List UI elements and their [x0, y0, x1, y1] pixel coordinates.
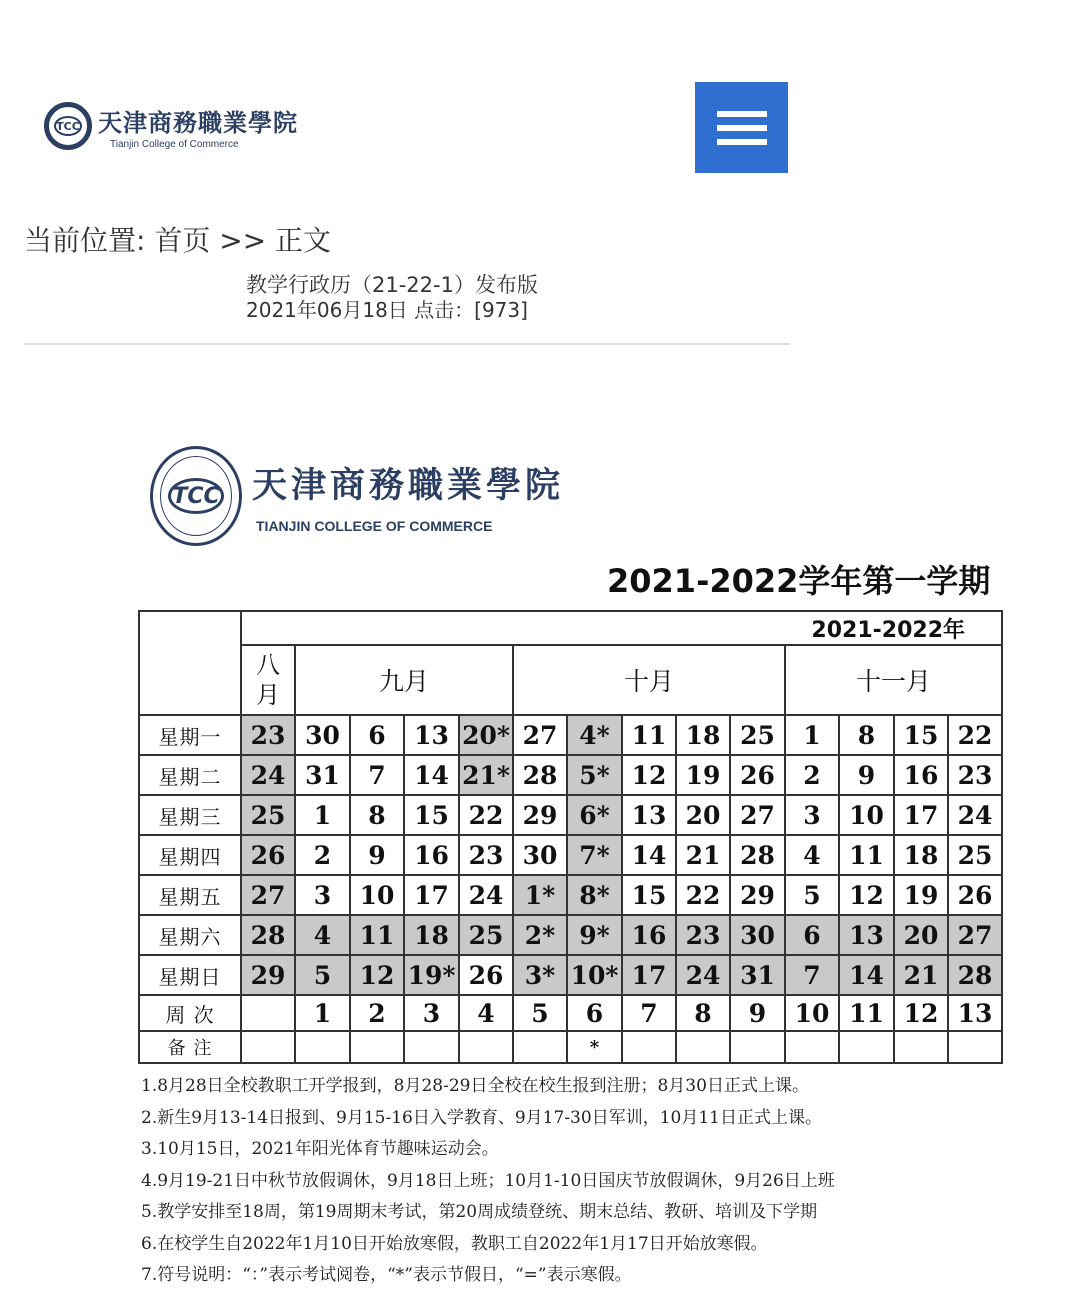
weekday-row — [139, 795, 1002, 835]
month-row — [139, 645, 1002, 715]
site-name-cn: 天津商務職業學院 — [98, 107, 298, 137]
date-cell: 21 — [894, 955, 948, 995]
date-cell: 29 — [513, 795, 567, 835]
date-cell: 25 — [459, 915, 513, 955]
date-cell: 5 — [785, 875, 839, 915]
week-number-cell: 13 — [948, 995, 1002, 1031]
note-item: 7.符号说明：“：”表示考试阅卷，“*”表示节假日，“=”表示寒假。 — [141, 1265, 632, 1285]
date-cell: 3 — [785, 795, 839, 835]
date-cell: 8 — [350, 795, 404, 835]
date-cell: 12 — [839, 875, 894, 915]
article-meta: 2021年06月18日 点击：[973] — [246, 298, 528, 322]
term-title: 2021-2022学年第一学期 — [607, 562, 991, 600]
note-item: 1.8月28日全校教职工开学报到，8月28-29日全校在校生报到注册；8月30日正式上课。 — [141, 1076, 809, 1096]
year-row — [139, 611, 1002, 645]
date-cell: 4 — [785, 835, 839, 875]
date-cell: 17 — [622, 955, 676, 995]
date-cell: 14 — [622, 835, 676, 875]
date-cell: 25 — [730, 715, 785, 755]
date-cell: 10 — [839, 795, 894, 835]
remark-cell — [894, 1031, 948, 1063]
date-cell: 27 — [948, 915, 1002, 955]
remark-cell — [459, 1031, 513, 1063]
date-cell: 16 — [404, 835, 459, 875]
remark-cell — [622, 1031, 676, 1063]
site-name-en: Tianjin College of Commerce — [110, 138, 239, 150]
month-header: 十月 — [513, 645, 785, 715]
week-number-cell: 3 — [404, 995, 459, 1031]
remark-cell — [241, 1031, 295, 1063]
date-cell: 24 — [459, 875, 513, 915]
date-cell: 17 — [404, 875, 459, 915]
date-cell: 5 — [295, 955, 350, 995]
date-cell: 30 — [730, 915, 785, 955]
poster-college-name — [252, 458, 564, 534]
date-cell: 5* — [567, 755, 622, 795]
date-cell: 27 — [513, 715, 567, 755]
date-cell: 3 — [295, 875, 350, 915]
date-cell: 28 — [948, 955, 1002, 995]
article-title: 教学行政历（21-22-1）发布版 — [246, 273, 538, 297]
date-cell: 22 — [459, 795, 513, 835]
date-cell: 25 — [241, 795, 295, 835]
date-cell: 23 — [241, 715, 295, 755]
date-cell: 19 — [894, 875, 948, 915]
date-cell: 21 — [676, 835, 730, 875]
date-cell: 24 — [948, 795, 1002, 835]
date-cell: 27 — [730, 795, 785, 835]
note-item: 6.在校学生自2022年1月10日开始放寒假，教职工自2022年1月17日开始放寒假。 — [141, 1233, 768, 1254]
date-cell: 17 — [894, 795, 948, 835]
year-label: 2021-2022年 — [241, 611, 1002, 645]
poster-name-cn: 天津商務職業學院 — [252, 465, 565, 506]
month-header: 九月 — [295, 645, 513, 715]
week-number-cell: 1 — [295, 995, 350, 1031]
corner-cell — [139, 611, 241, 715]
note-item: 2.新生9月13-14日报到、9月15-16日入学教育、9月17-30日军训，10月11日正式上课。 — [141, 1107, 822, 1128]
date-cell: 23 — [676, 915, 730, 955]
week-number-cell: 8 — [676, 995, 730, 1031]
weekday-row — [139, 715, 1002, 755]
week-number-cell: 11 — [839, 995, 894, 1031]
week-number-cell: 10 — [785, 995, 839, 1031]
note-item: 4.9月19-21日中秋节放假调休，9月18日上班；10月1-10日国庆节放假调休，9月26日上班 — [141, 1170, 835, 1191]
week-number-cell: 5 — [513, 995, 567, 1031]
weekday-row — [139, 915, 1002, 955]
college-seal-icon — [150, 446, 242, 546]
week-number-row — [139, 995, 1002, 1031]
weekday-label: 星期日 — [139, 955, 241, 995]
date-cell: 28 — [513, 755, 567, 795]
date-cell: 14 — [404, 755, 459, 795]
date-cell: 26 — [459, 955, 513, 995]
date-cell: 8* — [567, 875, 622, 915]
remark-cell — [676, 1031, 730, 1063]
date-cell: 30 — [513, 835, 567, 875]
weekday-label: 星期一 — [139, 715, 241, 755]
poster-logo — [150, 446, 564, 546]
date-cell: 20 — [894, 915, 948, 955]
date-cell: 16 — [622, 915, 676, 955]
date-cell: 18 — [894, 835, 948, 875]
academic-calendar-table — [138, 610, 1003, 1064]
note-item: 3.10月15日，2021年阳光体育节趣味运动会。 — [141, 1139, 499, 1159]
date-cell: 18 — [676, 715, 730, 755]
date-cell: 23 — [459, 835, 513, 875]
breadcrumb[interactable]: 当前位置: 首页 >> 正文 — [24, 224, 332, 257]
poster-name-en: TIANJIN COLLEGE OF COMMERCE — [256, 518, 493, 534]
date-cell: 28 — [730, 835, 785, 875]
date-cell: 13 — [404, 715, 459, 755]
date-cell: 2 — [295, 835, 350, 875]
week-number-cell: 12 — [894, 995, 948, 1031]
date-cell: 29 — [730, 875, 785, 915]
date-cell: 30 — [295, 715, 350, 755]
weekday-label: 星期五 — [139, 875, 241, 915]
month-header: 八 月 — [241, 645, 295, 715]
date-cell: 7 — [350, 755, 404, 795]
date-cell: 21* — [459, 755, 513, 795]
date-cell: 3* — [513, 955, 567, 995]
date-cell: 7 — [785, 955, 839, 995]
weekday-label: 星期二 — [139, 755, 241, 795]
date-cell: 6 — [785, 915, 839, 955]
date-cell: 7* — [567, 835, 622, 875]
remarks-row — [139, 1031, 1002, 1063]
date-cell: 20* — [459, 715, 513, 755]
hamburger-icon-bar — [717, 139, 767, 145]
date-cell: 29 — [241, 955, 295, 995]
weekday-row — [139, 835, 1002, 875]
remark-cell — [295, 1031, 350, 1063]
date-cell: 1 — [295, 795, 350, 835]
calendar-notes — [141, 1071, 1011, 1290]
week-number-cell — [241, 995, 295, 1031]
date-cell: 13 — [622, 795, 676, 835]
date-cell: 20 — [676, 795, 730, 835]
remark-cell — [730, 1031, 785, 1063]
date-cell: 2* — [513, 915, 567, 955]
date-cell: 19 — [676, 755, 730, 795]
date-cell: 10 — [350, 875, 404, 915]
date-cell: 4* — [567, 715, 622, 755]
date-cell: 11 — [622, 715, 676, 755]
weekday-label: 星期三 — [139, 795, 241, 835]
date-cell: 6 — [350, 715, 404, 755]
week-number-cell: 7 — [622, 995, 676, 1031]
date-cell: 12 — [350, 955, 404, 995]
remark-cell — [785, 1031, 839, 1063]
date-cell: 9* — [567, 915, 622, 955]
date-cell: 2 — [785, 755, 839, 795]
remark-cell: * — [567, 1031, 622, 1063]
week-number-cell: 9 — [730, 995, 785, 1031]
week-number-cell: 4 — [459, 995, 513, 1031]
remark-cell — [839, 1031, 894, 1063]
date-cell: 25 — [948, 835, 1002, 875]
logo-badge: TCC — [54, 116, 82, 136]
week-number-cell: 6 — [567, 995, 622, 1031]
note-row-label: 备 注 — [139, 1031, 241, 1063]
date-cell: 12 — [622, 755, 676, 795]
weekday-row — [139, 875, 1002, 915]
date-cell: 31 — [295, 755, 350, 795]
date-cell: 10* — [567, 955, 622, 995]
date-cell: 19* — [404, 955, 459, 995]
month-header: 十一月 — [785, 645, 1002, 715]
date-cell: 15 — [894, 715, 948, 755]
date-cell: 26 — [241, 835, 295, 875]
remark-cell — [350, 1031, 404, 1063]
weekday-label: 星期六 — [139, 915, 241, 955]
date-cell: 4 — [295, 915, 350, 955]
date-cell: 28 — [241, 915, 295, 955]
date-cell: 31 — [730, 955, 785, 995]
date-cell: 11 — [350, 915, 404, 955]
week-row-label: 周 次 — [139, 995, 241, 1031]
weekday-row — [139, 955, 1002, 995]
date-cell: 27 — [241, 875, 295, 915]
date-cell: 23 — [948, 755, 1002, 795]
date-cell: 11 — [839, 835, 894, 875]
hamburger-icon-bar — [717, 111, 767, 117]
date-cell: 26 — [948, 875, 1002, 915]
date-cell: 24 — [676, 955, 730, 995]
date-cell: 9 — [350, 835, 404, 875]
date-cell: 22 — [676, 875, 730, 915]
hamburger-icon-bar — [717, 125, 767, 131]
date-cell: 13 — [839, 915, 894, 955]
remark-cell — [948, 1031, 1002, 1063]
date-cell: 18 — [404, 915, 459, 955]
college-seal-icon — [44, 102, 92, 150]
date-cell: 6* — [567, 795, 622, 835]
divider — [24, 343, 790, 345]
site-logo[interactable] — [44, 102, 298, 150]
remark-cell — [404, 1031, 459, 1063]
note-item: 5.教学安排至18周，第19周期末考试，第20周成绩登统、期末总结、教研、培训及下学期 — [141, 1202, 818, 1222]
date-cell: 15 — [404, 795, 459, 835]
date-cell: 8 — [839, 715, 894, 755]
remark-cell — [513, 1031, 567, 1063]
date-cell: 1* — [513, 875, 567, 915]
poster-logo-badge: TCC — [168, 478, 224, 514]
date-cell: 24 — [241, 755, 295, 795]
date-cell: 26 — [730, 755, 785, 795]
date-cell: 16 — [894, 755, 948, 795]
week-number-cell: 2 — [350, 995, 404, 1031]
date-cell: 14 — [839, 955, 894, 995]
site-name — [98, 103, 298, 150]
weekday-label: 星期四 — [139, 835, 241, 875]
date-cell: 15 — [622, 875, 676, 915]
date-cell: 1 — [785, 715, 839, 755]
date-cell: 9 — [839, 755, 894, 795]
date-cell: 22 — [948, 715, 1002, 755]
menu-button[interactable] — [695, 82, 788, 173]
weekday-row — [139, 755, 1002, 795]
